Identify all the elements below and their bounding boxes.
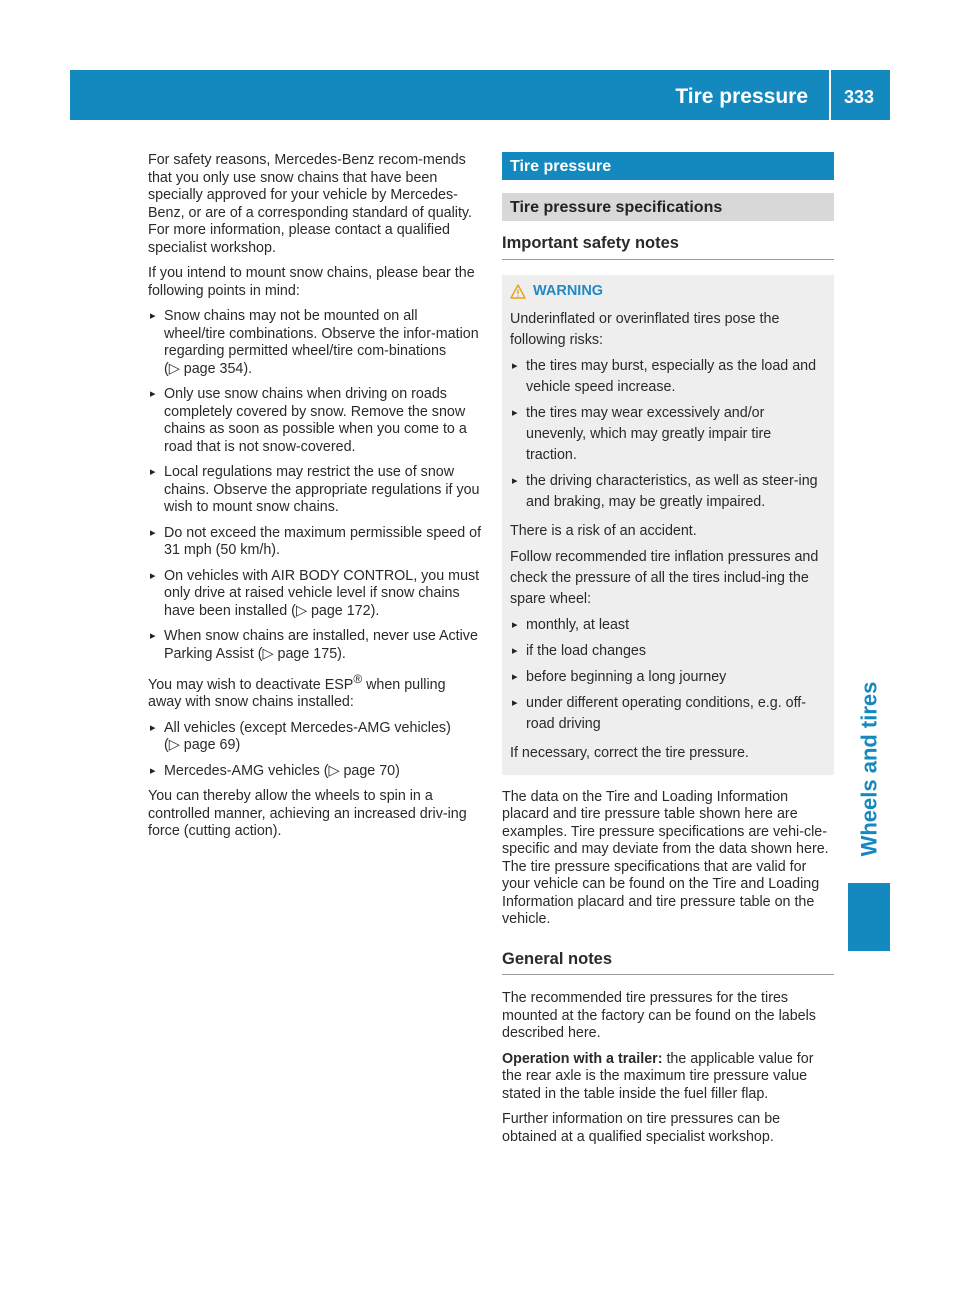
right-column bbox=[502, 152, 834, 1154]
snow-chain-rules-list bbox=[148, 308, 482, 663]
bold-lead-text: Operation with a trailer: bbox=[502, 1050, 663, 1067]
warning-box bbox=[502, 275, 834, 775]
list-item-text-end: ). bbox=[370, 602, 380, 619]
page-reference-link[interactable] bbox=[263, 646, 338, 662]
page-ref-text: page 172 bbox=[310, 602, 371, 619]
list-item-text: Snow chains may not be mounted on all wheel/tire combinations. Observe the infor-mation regarding permitted wheel/tire com-binations ( bbox=[164, 308, 479, 377]
warning-label: WARNING bbox=[533, 282, 604, 299]
list-item: ▸ monthly, at least bbox=[510, 615, 826, 636]
list-item-text: When snow chains are installed, never use Active Parking Assist ( bbox=[164, 628, 478, 662]
inflation-instruction: Follow recommended tire inflation pressures and check the pressure of all the tires includ-ing the spare wheel: bbox=[510, 548, 819, 607]
page-header-bar bbox=[70, 70, 890, 120]
list-item: ▸ under different operating conditions, e.g. off-road driving bbox=[510, 693, 826, 735]
paragraph bbox=[502, 1051, 834, 1104]
list-item: ▸ Local regulations may restrict the use of snow chains. Observe the appropriate regulations if you wish to mount snow chains. bbox=[148, 464, 482, 517]
list-item-text-end: ). bbox=[337, 645, 346, 662]
registered-mark: ® bbox=[353, 672, 363, 686]
page-ref-text: page 354 bbox=[183, 360, 244, 377]
side-tab-label bbox=[844, 662, 894, 876]
paragraph: Further information on tire pressures can be obtained at a qualified specialist workshop. bbox=[502, 1111, 781, 1145]
list-item bbox=[148, 720, 482, 755]
page-reference-link[interactable] bbox=[169, 737, 236, 753]
header-title: Tire pressure bbox=[675, 85, 808, 108]
list-item-text-end: ). bbox=[243, 360, 253, 377]
side-tab-marker bbox=[848, 883, 890, 951]
page-ref-text: page 175 bbox=[277, 645, 338, 662]
page-reference-link[interactable] bbox=[169, 361, 244, 377]
list-item-text: Mercedes-AMG vehicles ( bbox=[164, 762, 329, 779]
page-number: 333 bbox=[843, 87, 875, 107]
warning-triangle-icon bbox=[510, 284, 526, 299]
side-tab-text: Wheels and tires bbox=[856, 681, 881, 857]
list-item-text-end: ) bbox=[395, 762, 400, 779]
risk-list bbox=[510, 356, 826, 513]
paragraph: For safety reasons, Mercedes-Benz recom-mends that you only use snow chains that have been specially approved for your vehicle by Mercedes-Benz, or are of a corresponding standard of quality. For more information, please contact a qualified specialist workshop. bbox=[148, 152, 472, 256]
list-item bbox=[148, 308, 482, 378]
paragraph-text: You may wish to deactivate ESP bbox=[148, 676, 354, 693]
list-item: ▸ the driving characteristics, as well as steer-ing and braking, may be greatly impaired. bbox=[510, 471, 826, 513]
paragraph: The data on the Tire and Loading Information placard and tire pressure table shown here are examples. Tire pressure specifications are vehi-cle-specific and may deviate from the data shown here. The tire pressure specifications that are valid for your vehicle can be found on the Tire and Loading Information placard and tire pressure table on the vehicle. bbox=[502, 788, 829, 927]
warning-header bbox=[510, 281, 826, 302]
list-item: ▸ Do not exceed the maximum permissible speed of 31 mph (50 km/h). bbox=[148, 525, 482, 560]
paragraph: You can thereby allow the wheels to spin in a controlled manner, achieving an increased driv-ing force (cutting action). bbox=[148, 788, 467, 840]
list-item: ▸ the tires may wear excessively and/or unevenly, which may greatly impair tire traction. bbox=[510, 403, 826, 466]
list-item bbox=[148, 763, 482, 781]
left-column bbox=[148, 152, 482, 849]
paragraph-text-end: when pulling away with snow chains installed: bbox=[148, 676, 446, 711]
list-item bbox=[148, 568, 482, 621]
page-reference-link[interactable] bbox=[296, 603, 371, 619]
page-reference-link[interactable] bbox=[328, 763, 395, 779]
esp-vehicle-list bbox=[148, 720, 482, 781]
section-heading-blue: Tire pressure bbox=[502, 152, 834, 180]
section-heading-grey: Tire pressure specifications bbox=[502, 193, 834, 221]
subsection-heading: General notes bbox=[502, 951, 834, 976]
paragraph: The recommended tire pressures for the tires mounted at the factory can be found on the labels described here. bbox=[502, 990, 816, 1041]
list-item: ▸ the tires may burst, especially as the load and vehicle speed increase. bbox=[510, 356, 826, 398]
page-ref-arrow-icon: ▷ bbox=[262, 645, 274, 662]
page-ref-arrow-icon: ▷ bbox=[295, 602, 307, 619]
list-item: ▸ before beginning a long journey bbox=[510, 667, 826, 688]
paragraph bbox=[148, 671, 482, 712]
list-item-text-end: ) bbox=[235, 737, 241, 754]
paragraph-text: the applicable value for the rear axle is the maximum tire pressure value stated in the table inside the fuel filler flap. bbox=[502, 1050, 814, 1102]
header-divider bbox=[829, 70, 831, 120]
page-ref-text: page 70 bbox=[343, 762, 396, 779]
page-ref-arrow-icon: ▷ bbox=[328, 762, 340, 779]
page-ref-text: page 69 bbox=[183, 737, 236, 754]
page-ref-arrow-icon: ▷ bbox=[168, 360, 180, 377]
page-ref-arrow-icon: ▷ bbox=[168, 737, 180, 754]
list-item bbox=[148, 628, 482, 663]
list-item-text: On vehicles with AIR BODY CONTROL, you must only drive at raised vehicle level if snow chains have been installed ( bbox=[164, 567, 480, 619]
risk-statement: There is a risk of an accident. bbox=[510, 522, 697, 539]
correction-note: If necessary, correct the tire pressure. bbox=[510, 744, 749, 761]
list-item-text: All vehicles (except Mercedes-AMG vehicles) ( bbox=[164, 719, 451, 754]
list-item: ▸ if the load changes bbox=[510, 641, 826, 662]
subsection-heading: Important safety notes bbox=[502, 235, 834, 260]
warning-intro: Underinflated or overinflated tires pose the following risks: bbox=[510, 310, 780, 348]
check-list bbox=[510, 615, 826, 735]
list-item: ▸ Only use snow chains when driving on roads completely covered by snow. Remove the snow chains as soon as possible when you come to a road that is not snow-covered. bbox=[148, 386, 482, 456]
paragraph: If you intend to mount snow chains, please bear the following points in mind: bbox=[148, 265, 475, 299]
